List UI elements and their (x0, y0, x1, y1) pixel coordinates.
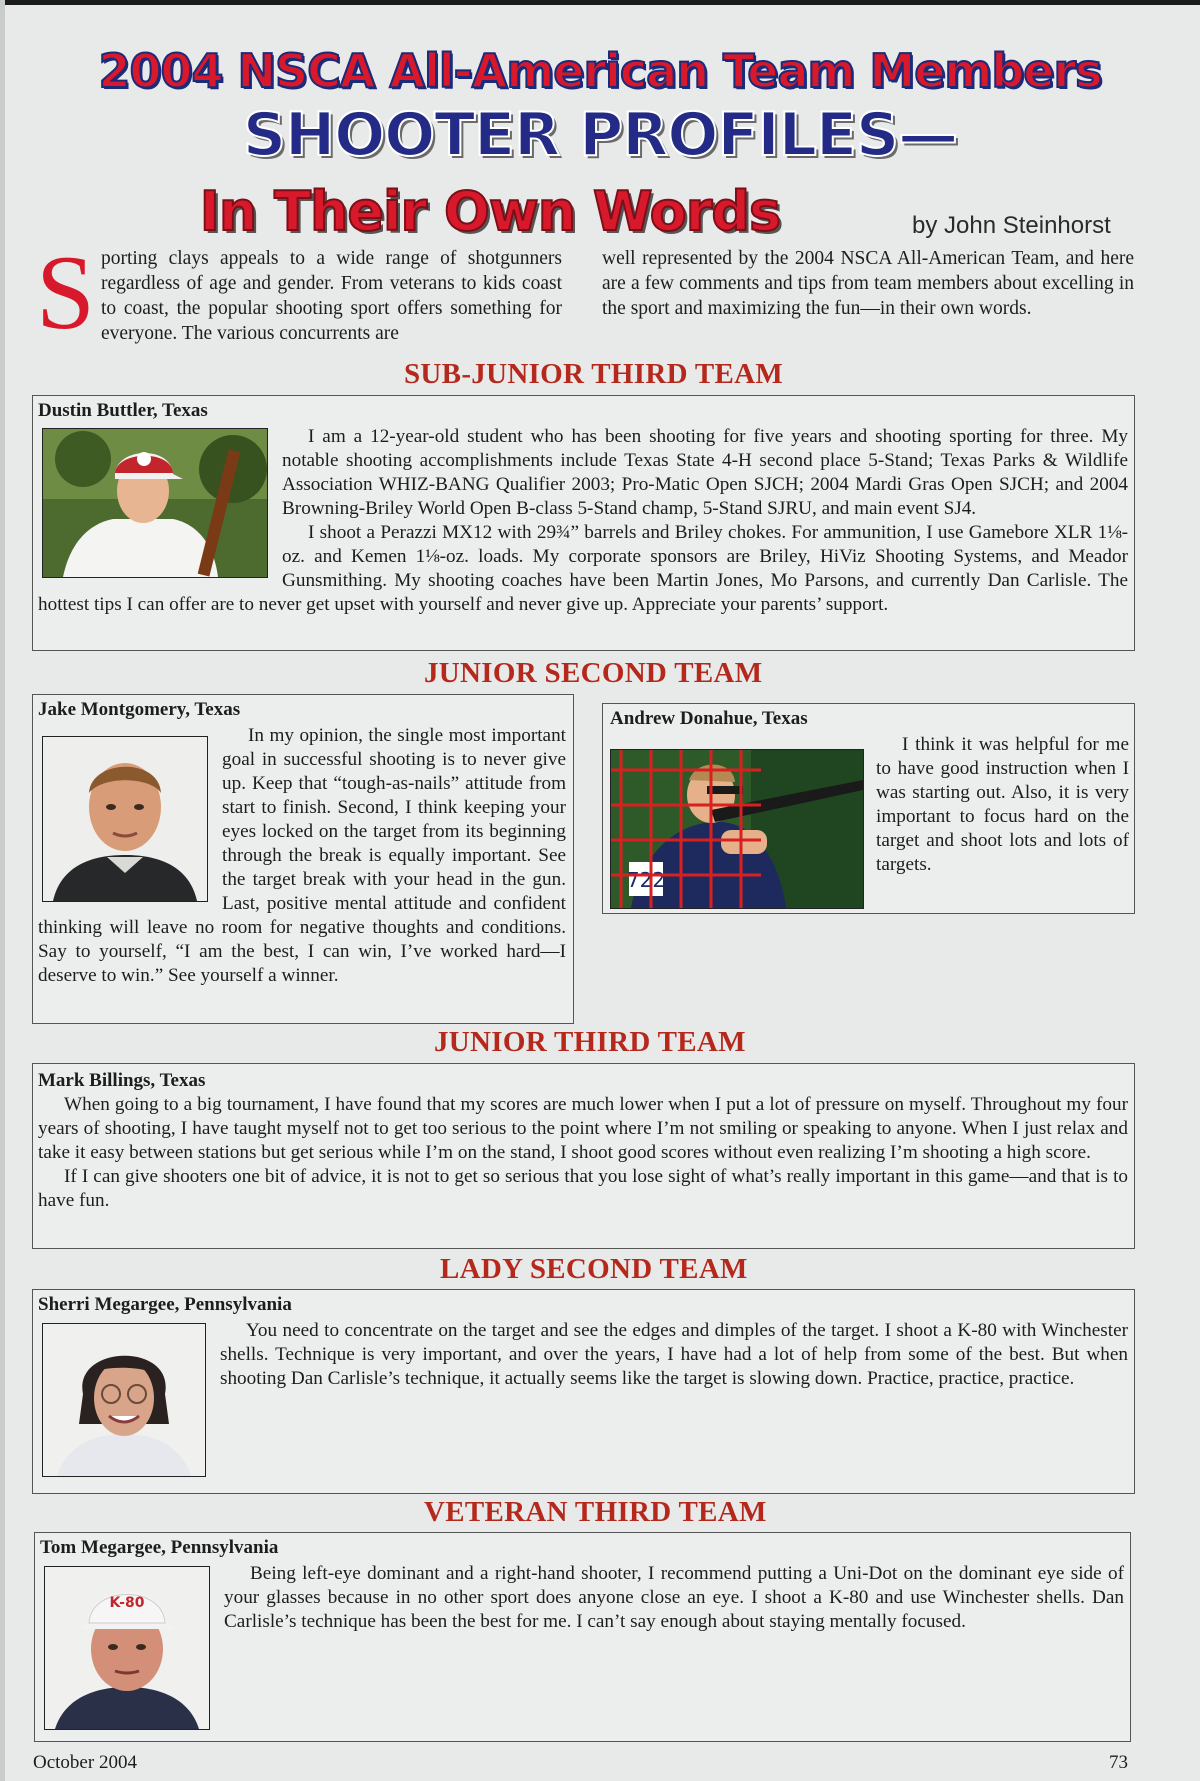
profile-paragraph-2: If I can give shooters one bit of advice, it is not to get so serious that you lose sight of what’s really important in this game—and that is to have fun. (38, 1166, 1128, 1211)
intro-right: well represented by the 2004 NSCA All-American Team, and here are a few comments and tips from team members about excelling in the sport and maximizing the fun—in their own words. (602, 248, 1134, 319)
top-edge (0, 0, 1200, 5)
byline: by John Steinhorst (912, 212, 1111, 239)
profile-box-jake (32, 694, 574, 1024)
profile-text (38, 425, 1128, 617)
section-junior-second: JUNIOR SECOND TEAM (424, 657, 763, 689)
photo-dustin (42, 428, 268, 578)
section-lady-second: LADY SECOND TEAM (440, 1253, 748, 1285)
profile-paragraph-1: You need to concentrate on the target and see the edges and dimples of the target. I shoot a K-80 with Winchester shells. Technique is very important, and over the years, I have had a lot of help from some of the best. But when shooting Dan Carlisle’s technique, it actually seems like the target is slowing down. Practice, practice, practice. (220, 1320, 1128, 1389)
section-sub-junior-third: SUB-JUNIOR THIRD TEAM (404, 358, 784, 390)
intro-left-text: porting clays appeals to a wide range of shotgunners regardless of age and gender. From veterans to kids coast to coast, the popular shooting sport offers something for everyone. The various concurrents are (100, 248, 562, 344)
profile-text (610, 733, 1129, 911)
photo-tom (44, 1566, 210, 1730)
profile-text (38, 1093, 1128, 1213)
profile-paragraph-1: Being left-eye dominant and a right-hand shooter, I recommend putting a Uni-Dot on the dominant eye side of your glasses because in no other sport does anyone close an eye. I shoot a K-80 and use Winchester shells. Dan Carlisle’s technique has been the best for me. I can’t say enough about staying mentally focused. (224, 1563, 1124, 1632)
section-junior-third: JUNIOR THIRD TEAM (434, 1026, 746, 1058)
photo-jake (42, 736, 208, 902)
profile-name: Tom Megargee, Pennsylvania (40, 1537, 279, 1558)
profile-text (38, 724, 566, 988)
profile-paragraph-1: When going to a big tournament, I have found that my scores are much lower when I put a lot of pressure on myself. Throughout my four years of shooting, I have taught myself not to get too serious to the point where I’m not smiling or speaking to anyone. When I just relax and take it easy between stations but get serious while I’m on the stand, I shoot good scores without even realizing I’m shooting a high score. (38, 1094, 1128, 1163)
profile-box-tom (34, 1532, 1131, 1742)
profile-text (38, 1319, 1128, 1479)
page-number: 73 (1109, 1752, 1128, 1773)
profile-text (40, 1562, 1124, 1732)
title-line-3-text: In Their Own Words (199, 180, 781, 243)
profile-paragraph-1: I think it was helpful for me to have good instruction when I was starting out. Also, it is very important to focus hard on the target and shoot lots and lots of targets. (876, 734, 1129, 875)
cap-logo: K-80 (109, 1595, 145, 1611)
section-veteran-third: VETERAN THIRD TEAM (424, 1496, 767, 1528)
profile-name: Andrew Donahue, Texas (610, 708, 808, 729)
profile-box-dustin (32, 395, 1135, 651)
footer-date: October 2004 (33, 1752, 137, 1773)
profile-name: Sherri Megargee, Pennsylvania (38, 1294, 292, 1315)
title-line-2: SHOOTER PROFILES— (242, 100, 958, 170)
intro-left (36, 234, 562, 351)
title-line-1: 2004 NSCA All-American Team Members (98, 44, 1102, 98)
profile-name: Dustin Buttler, Texas (38, 400, 208, 421)
profile-paragraph-1: I am a 12-year-old student who has been shooting for five years and shooting sporting for three. My notable shooting accomplishments include Texas State 4-H second place 5-Stand; Texas Parks & Wildlife Association WHIZ-BANG Qualifier 2003; Pro-Matic Open SJCH; 2004 Mardi Gras Open SJCH; and 2004 Browning-Briley World Open B-class 5-Stand champ, 5-Stand SJRU, and main event SJ4. (282, 426, 1128, 519)
profile-paragraph-2: I shoot a Perazzi MX12 with 29¾” barrels and Briley chokes. For ammunition, I use Gamebore XLR 1⅛-oz. and Kemen 1⅛-oz. loads. My corporate sponsors are Briley, HiViz Shooting Systems, and Meador Gunsmithing. My shooting coaches have been Martin Jones, Mo Parsons, and currently Dan Carlisle. The hottest tips I can offer are to never get upset with yourself and never give up. Appreciate your parents’ support. (38, 522, 1128, 615)
profile-name: Jake Montgomery, Texas (38, 699, 241, 720)
photo-andrew (610, 749, 864, 909)
profile-name: Mark Billings, Texas (38, 1070, 206, 1091)
photo-sherri (42, 1323, 206, 1477)
profile-box-andrew (602, 703, 1135, 914)
profile-box-mark (32, 1063, 1135, 1249)
profile-box-sherri (32, 1289, 1135, 1494)
profile-paragraph-1: In my opinion, the single most important goal in successful shooting is to never give up. Keep that “tough-as-nails” attitude from start to finish. Second, I think keeping your eyes locked on the target from its beginning through the break is equally important. See the target break with your head in the gun. Last, positive mental attitude and confident thinking will leave no room for negative thoughts and conditions. Say to yourself, “I am the best, I can win, I’ve worked hard—I deserve to win.” See yourself a winner. (38, 725, 566, 986)
page-spine (0, 0, 5, 1781)
bib-number: 722 (626, 868, 666, 892)
drop-cap: S (36, 234, 95, 351)
